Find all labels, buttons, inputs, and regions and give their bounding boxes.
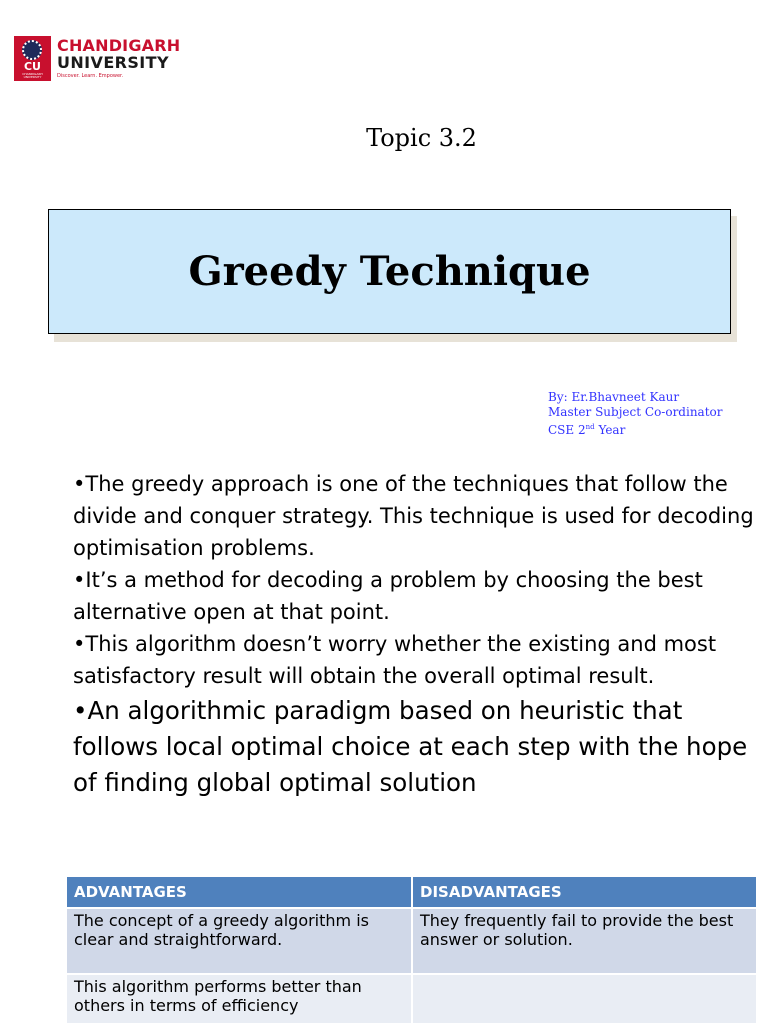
logo-emblem-small-text: CHANDIGARH UNIVERSITY [22,72,43,79]
author-byline [548,390,723,438]
table-cell: They frequently fail to provide the best answer or solution. [412,908,757,974]
bullet-item: •The greedy approach is one of the techniques that follow the divide and conquer strategy. This technique is used for decoding optimisation problems. [73,472,754,560]
topic-label: Topic 3.2 [366,124,477,152]
bullet-list [73,468,763,801]
table-cell: This algorithm performs better than others in terms of efficiency [67,974,412,1023]
title-box [48,209,731,334]
byline-author: By: Er.Bhavneet Kaur [548,390,680,404]
logo-tagline: Discover. Learn. Empower. [57,73,124,79]
byline-class-suffix: Year [594,423,626,437]
byline-role: Master Subject Co-ordinator [548,405,723,419]
table-header-disadvantages: DISADVANTAGES [412,877,757,908]
byline-class-sup: nd [585,423,595,431]
table-cell [412,974,757,1023]
page-title: Greedy Technique [188,248,591,295]
bullet-item: •An algorithmic paradigm based on heuristic that follows local optimal choice at each step with the hope of finding global optimal solution [73,696,748,797]
byline-class-prefix: CSE 2 [548,423,586,437]
university-emblem-icon [22,40,42,60]
advantages-table [67,877,758,1023]
logo-emblem [14,36,51,81]
bullet-item: •This algorithm doesn’t worry whether the existing and most satisfactory result will obtain the overall optimal result. [73,632,717,688]
table-header-row [67,877,757,908]
logo-name-line2: UNIVERSITY [57,53,169,72]
university-logo [14,36,184,82]
table-row [67,908,757,974]
logo-name-line1: CHANDIGARH [57,36,181,55]
byline-class [548,420,723,438]
logo-emblem-text: CU [23,60,41,73]
table-cell: The concept of a greedy algorithm is clear and straightforward. [67,908,412,974]
table-row [67,974,757,1023]
table-header-advantages: ADVANTAGES [67,877,412,908]
bullet-item: •It’s a method for decoding a problem by choosing the best alternative open at that point. [73,568,703,624]
